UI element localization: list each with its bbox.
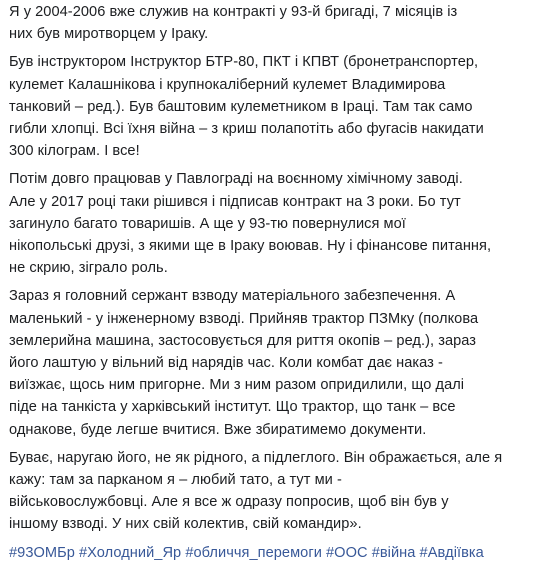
post-paragraph-3 — [9, 168, 539, 279]
post-paragraph-4 — [9, 285, 539, 440]
post-body — [9, 1, 539, 564]
post-text-line: Буває, наругаю його, не як рідного, а підлеглого. Він ображається, але я — [9, 449, 503, 466]
post-text-line: Зараз я головний сержант взводу матеріального забезпечення. А — [9, 288, 456, 305]
post-text-line: Був інструктором Інструктор БТР-80, ПКТ і КПВТ (бронетранспортер, — [9, 54, 479, 71]
post-text-line: 300 кілограм. І все! — [9, 143, 140, 160]
post-text-line: маленький - у інженерному взводі. Прийняв трактор ПЗМку (полкова — [9, 310, 479, 327]
hashtag-link[interactable]: #Авдіївка — [419, 544, 484, 561]
post-text-line: військовослужбовці. Але я все ж одразу попросив, щоб він був у — [9, 494, 449, 511]
post-text-line: однакове, буде легше вчитися. Вже збиратимемо документи. — [9, 421, 427, 438]
post-text-line: нікопольські друзі, з якими ще в Іраку воював. Ну і фінансове питання, — [9, 238, 492, 255]
post-text-line: Я у 2004-2006 вже служив на контракті у 93-й бригаді, 7 місяців із — [9, 4, 458, 20]
hashtag-list — [9, 542, 539, 564]
post-paragraph-1 — [9, 1, 539, 45]
post-text-line: загинуло багато товаришів. А ще у 93-тю повернулися мої — [9, 215, 406, 232]
post-paragraph-5 — [9, 447, 539, 536]
hashtag-link[interactable]: #93ОМБр — [9, 544, 75, 561]
hashtag-link[interactable]: #війна — [371, 544, 416, 561]
hashtag-link[interactable]: #обличчя_перемоги — [185, 544, 322, 561]
hashtag-link[interactable]: #Холодний_Яр — [79, 544, 182, 561]
post-text-line: Але у 2017 році таки рішився і підписав контракт на 3 роки. Бо тут — [9, 193, 461, 210]
post-paragraph-2 — [9, 51, 539, 162]
post-text-line: кажу: там за парканом я – любий тато, а тут ми - — [9, 472, 342, 489]
hashtag-link[interactable]: #ООС — [326, 544, 368, 561]
post-text-line: кулемет Калашнікова і крупнокаліберний кулемет Владимирова — [9, 76, 446, 93]
post-text-line: Потім довго працював у Павлограді на воєнному хімічному заводі. — [9, 171, 463, 188]
post-text-line: виїзжає, щось ним пригорне. Ми з ним разом опридилили, що далі — [9, 377, 465, 394]
post-text-line: іншому взводі. У них свій колектив, свій командир». — [9, 516, 362, 533]
post-text-line: них був миротворцем у Іраку. — [9, 26, 209, 43]
post-text-line: не скрию, зіграло роль. — [9, 260, 168, 277]
post-text-line: піде на танкіста у харківський інститут. Що трактор, що танк – все — [9, 399, 456, 416]
post-text-line: танковий – ред.). Був баштовим кулеметником в Іраці. Там так само — [9, 98, 473, 115]
post-text-line: гибли хлопці. Всі їхня війна – з криш полапотіть або фугасів накидати — [9, 121, 484, 138]
post-text-line: його лаштую у вільний від нарядів час. Коли комбат дає наказ - — [9, 355, 443, 372]
post-text-line: землерийна машина, застосовується для риття окопів – ред.), зараз — [9, 332, 477, 349]
